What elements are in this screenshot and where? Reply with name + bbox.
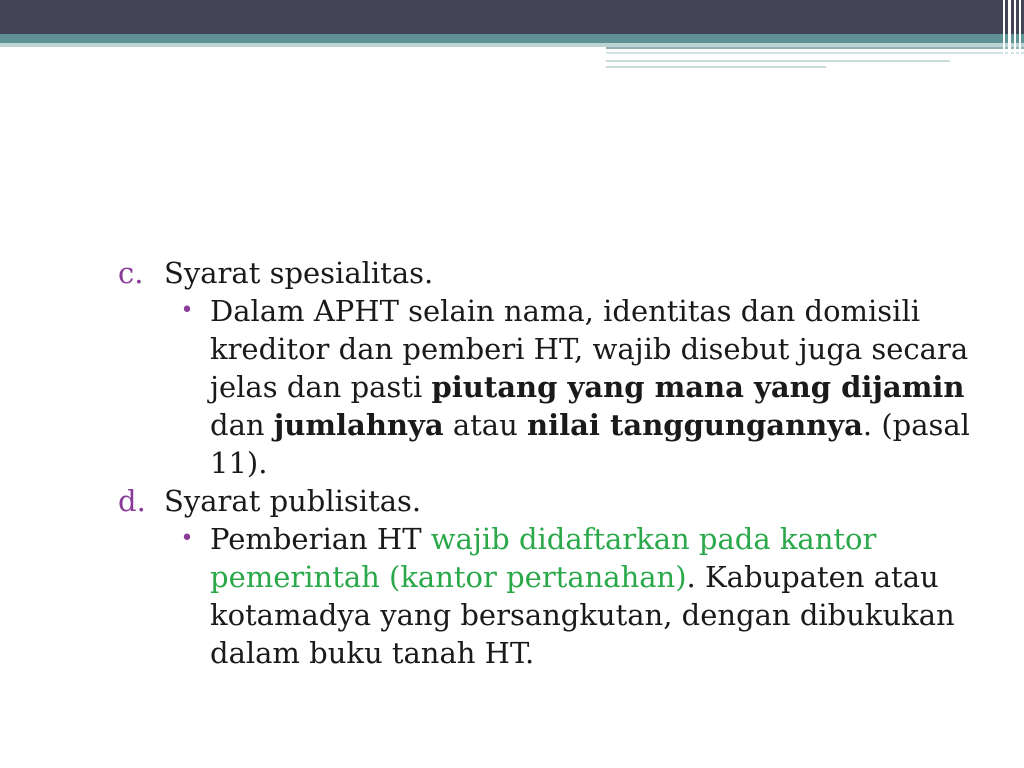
list-item-d [118, 482, 978, 520]
text-run: Pemberian HT [210, 522, 431, 556]
text-run: . (pasal 11). [210, 408, 970, 480]
text-run: dan [210, 408, 274, 442]
bullet-item [118, 292, 978, 482]
decorative-vertical-stripes [1000, 0, 1024, 70]
decorative-line [606, 60, 950, 62]
list-marker: d. [118, 484, 146, 518]
list-heading: Syarat publisitas. [164, 484, 422, 518]
bullet-item [118, 520, 978, 672]
header-teal-bar [0, 34, 1024, 43]
list-item-c [118, 254, 978, 292]
decorative-line [606, 47, 1024, 49]
bullet-text [210, 520, 978, 672]
bullet-icon: • [180, 298, 194, 323]
bullet-icon: • [180, 526, 194, 551]
decorative-line [606, 66, 826, 68]
text-run: . Kabupaten atau kotamadya yang bersangkutan, dengan dibukukan dalam buku tanah HT. [210, 560, 955, 670]
slide-body [118, 254, 978, 672]
list-marker: c. [118, 256, 144, 290]
bullet-text [210, 292, 978, 482]
highlighted-text: wajib didaftarkan pada kantor pemerintah (kantor pertanahan) [210, 522, 877, 594]
header-dark-bar [0, 0, 1024, 34]
decorative-line [606, 52, 1024, 54]
text-run: Dalam APHT selain nama, identitas dan domisili kreditor dan pemberi HT, wajib disebut juga secara jelas dan pasti [210, 294, 969, 404]
bold-text: piutang yang mana yang dijamin [431, 370, 965, 404]
list-heading: Syarat spesialitas. [164, 256, 434, 290]
bold-text: nilai tanggungannya [527, 408, 863, 442]
text-run: atau [443, 408, 527, 442]
bold-text: jumlahnya [273, 408, 444, 442]
